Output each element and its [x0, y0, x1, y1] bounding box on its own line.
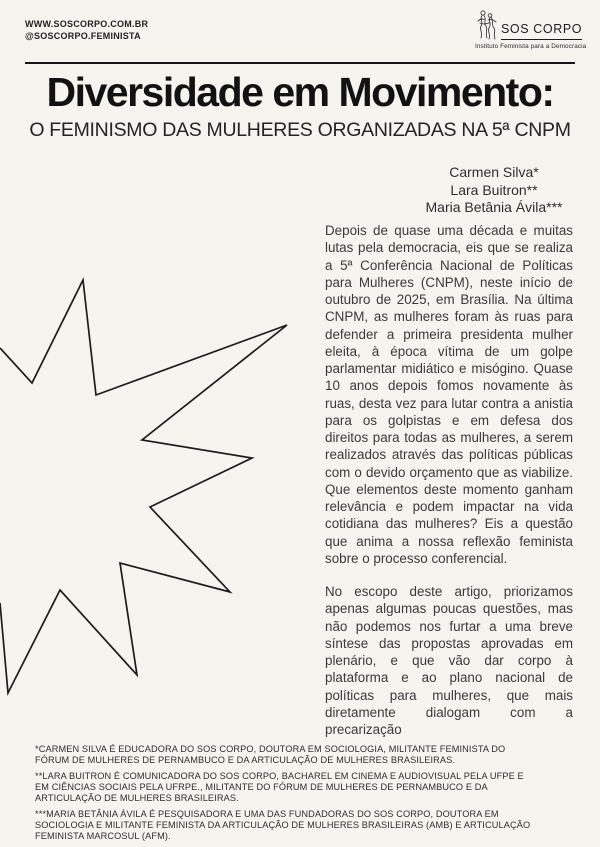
author-line: Lara Buitron**: [450, 181, 538, 198]
article-paragraph: Depois de quase uma década e muitas lutas pela democracia, eis que se realiza a 5ª Conferência Nacional de Políticas para Mulheres (CNPM), neste início de outubro de 2025, em Brasília. Na última CNPM, as mulheres foram às ruas para defender a primeira presidenta mulher eleita, à época vítima de um golpe parlamentar midiático e misógino. Quase 10 anos depois fomos novamente às ruas, desta vez para lutar contra a anistia para os golpistas e em defesa dos direitos para todas as mulheres, a serem realizados através das políticas públicas com o devido orçamento que as viabilize. Que elementos deste momento ganham relevância e podem impactar na vida cotidiana das mulheres? Eis a questão que anima a nossa reflexão feminista sobre o processo conferencial.: [325, 223, 573, 566]
sos-corpo-logo: [475, 9, 587, 50]
author-line: Carmen Silva*: [449, 164, 539, 180]
page-title: Diversidade em Movimento:: [46, 69, 554, 115]
page-subtitle: O FEMINISMO DAS MULHERES ORGANIZADAS NA 5ª CNPM: [29, 119, 571, 141]
logo-top: [475, 9, 583, 40]
contact-links: [25, 18, 148, 42]
dancing-figures-icon: [475, 9, 499, 40]
author-line: Maria Betânia Ávila***: [425, 199, 563, 215]
header-divider: [25, 62, 575, 64]
footnote: ***MARIA BETÂNIA ÁVILA É PESQUISADORA E UMA DAS FUNDADORAS DO SOS CORPO, DOUTORA EM SOCIOLOGIA E MILITANTE FEMINISTA DA ARTICULAÇÃO DE MULHERES BRASILEIRAS (AMB) E ARTICULAÇÃO FEMINISTA MARCOSUL (AFM).: [35, 808, 531, 841]
article-paragraph: No escopo deste artigo, priorizamos apenas algumas poucas questões, mas não podemos nos furtar a uma breve síntese das propostas aprovadas em plenário, e que vão dar corpo à plataforma e ao plano nacional de políticas para mulheres, que mais diretamente dialogam com a precarização: [325, 584, 573, 737]
logo-tagline: Instituto Feminista para a Democracia: [475, 42, 587, 50]
footnote: *CARMEN SILVA É EDUCADORA DO SOS CORPO, DOUTORA EM SOCIOLOGIA, MILITANTE FEMINISTA DO FÓRUM DE MULHERES DE PERNAMBUCO E DA ARTICULAÇÃO DE MULHERES BRASILEIRAS.: [35, 744, 506, 765]
social-handle-link[interactable]: @SOSCORPO.FEMINISTA: [25, 31, 141, 41]
footnotes-section: [35, 744, 540, 847]
website-link[interactable]: WWW.SOSCORPO.COM.BR: [25, 19, 149, 29]
footnote: **LARA BUITRON É COMUNICADORA DO SOS CORPO, BACHAREL EM CINEMA E AUDIOVISUAL PELA UFPE E EM CIÊNCIAS SOCIAIS PELA UFRPE., MILITANTE DO FÓRUM DE MULHERES DE PERNAMBUCO E DA ARTICULAÇÃO DE MULHERES BRASILEIRAS.: [35, 771, 524, 803]
starburst-shape: [0, 270, 300, 700]
article-column: [325, 222, 573, 754]
logo-wordmark: SOS CORPO: [501, 22, 582, 40]
authors-block: [384, 164, 600, 217]
